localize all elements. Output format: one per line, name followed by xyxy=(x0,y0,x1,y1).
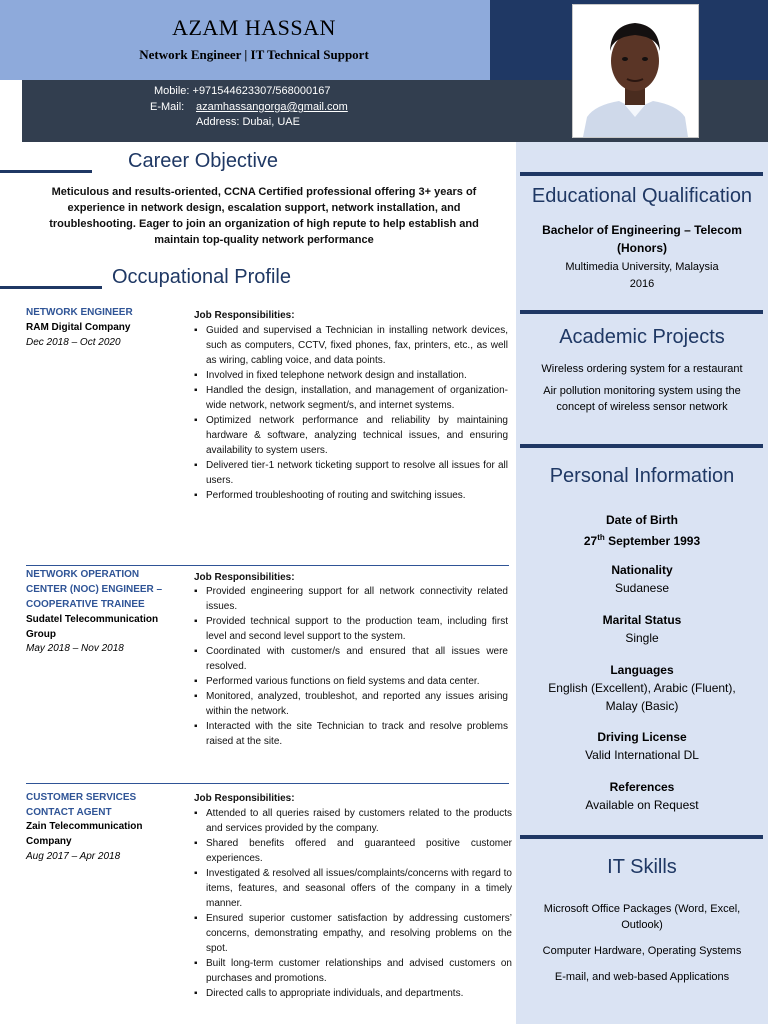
academic-project-item: Air pollution monitoring system using the concept of wireless sensor network xyxy=(543,385,741,413)
sidebar-divider xyxy=(520,444,763,448)
list-item: ▪ Shared benefits offered and guaranteed positive customer experiences. xyxy=(194,836,512,866)
references-label: References xyxy=(609,780,675,794)
list-item: ▪ Performed troubleshooting of routing and switching issues. xyxy=(194,488,508,503)
job-company: Zain Telecommunication Company xyxy=(26,821,143,847)
list-item: ▪ Provided technical support to the production team, including first level and second level support to the system. xyxy=(194,614,508,644)
job-dates: Dec 2018 – Oct 2020 xyxy=(26,337,121,348)
it-skill-item: Microsoft Office Packages (Word, Excel, Outlook) xyxy=(543,903,741,931)
job-title: NETWORK ENGINEER xyxy=(26,307,133,318)
personal-info-heading: Personal Information xyxy=(549,465,735,487)
responsibilities-list xyxy=(194,806,512,1001)
academic-project-item: Wireless ordering system for a restaurant xyxy=(541,363,743,375)
job-dates: May 2018 – Nov 2018 xyxy=(26,643,124,654)
list-item: ▪ Performed various functions on field systems and data center. xyxy=(194,674,508,689)
list-item: ▪ Guided and supervised a Technician in installing network devices, such as computers, CCTV, fixed phones, fax, printers, etc., as well as wiring, cabling voice, and data points. xyxy=(194,323,508,368)
education-year: 2016 xyxy=(629,278,655,290)
job-company: RAM Digital Company xyxy=(26,322,131,333)
education-degree: Bachelor of Engineering – Telecom (Honors) xyxy=(542,223,742,255)
list-item: ▪ Coordinated with customer/s and ensured that all issues were resolved. xyxy=(194,644,508,674)
responsibilities-heading: Job Responsibilities: xyxy=(194,572,295,583)
list-item: ▪ Handled the design, installation, and management of organization-wide network, network segment/s, and internet systems. xyxy=(194,383,508,413)
list-item: ▪ Involved in fixed telephone network design and installation. xyxy=(194,368,508,383)
it-skill-item: Computer Hardware, Operating Systems xyxy=(542,945,742,957)
marital-value: Single xyxy=(625,631,659,645)
education-heading: Educational Qualification xyxy=(531,185,753,207)
job-divider xyxy=(26,565,509,566)
profile-photo xyxy=(572,4,699,138)
contact-email-label: E-Mail: xyxy=(150,101,185,113)
dob-label: Date of Birth xyxy=(606,513,678,527)
list-item: ▪ Provided engineering support for all network connectivity related issues. xyxy=(194,584,508,614)
list-item: ▪ Built long-term customer relationships and advised customers on purchases and promotions. xyxy=(194,956,512,986)
contact-email-link[interactable]: azamhassangorga@gmail.com xyxy=(196,101,348,113)
sidebar-divider xyxy=(520,172,763,176)
job-entry xyxy=(26,567,510,777)
job-title: CUSTOMER SERVICES CONTACT AGENT xyxy=(26,792,137,818)
license-value: Valid International DL xyxy=(585,748,699,762)
profile-photo-drawing xyxy=(573,5,698,137)
list-item: ▪ Attended to all queries raised by customers related to the products and services provided by the company. xyxy=(194,806,512,836)
career-objective-text: Meticulous and results-oriented, CCNA Certified professional offering 3+ years of experience in network design, escalation support, network installation, and troubleshooting. Eager to join an organization of high repute to help establish and maintain top-quality network performance xyxy=(49,186,479,246)
license-label: Driving License xyxy=(597,730,687,744)
occupational-profile-heading: Occupational Profile xyxy=(112,266,291,288)
languages-label: Languages xyxy=(610,663,674,677)
responsibilities-list xyxy=(194,584,508,749)
contact-mobile: Mobile: +971544623307/568000167 xyxy=(154,85,331,97)
career-objective-heading: Career Objective xyxy=(128,150,279,172)
list-item: ▪ Directed calls to appropriate individuals, and departments. xyxy=(194,986,512,1001)
list-item: ▪ Optimized network performance and reliability by maintaining hardware & software, analyzing technical issues, and ensuring availability to system users. xyxy=(194,413,508,458)
it-skill-item: E-mail, and web-based Applications xyxy=(554,971,730,983)
job-dates: Aug 2017 – Apr 2018 xyxy=(26,851,121,862)
section-rule xyxy=(0,286,102,289)
responsibilities-heading: Job Responsibilities: xyxy=(194,310,295,321)
sidebar-divider xyxy=(520,310,763,314)
contact-address: Address: Dubai, UAE xyxy=(196,116,300,128)
candidate-headline: Network Engineer | IT Technical Support xyxy=(139,47,369,62)
list-item: ▪ Investigated & resolved all issues/complaints/concerns with regard to items, features, and seasonal offers of the company in a timely manner. xyxy=(194,866,512,911)
list-item: ▪ Interacted with the site Technician to track and resolve problems raised at the site. xyxy=(194,719,508,749)
references-value: Available on Request xyxy=(585,798,699,812)
job-entry xyxy=(26,305,510,560)
languages-value: English (Excellent), Arabic (Fluent), Malay (Basic) xyxy=(548,681,736,713)
nationality-value: Sudanese xyxy=(614,581,670,595)
list-item: ▪ Monitored, analyzed, troubleshot, and reported any issues arising within the network. xyxy=(194,689,508,719)
candidate-name: AZAM HASSAN xyxy=(172,15,336,40)
list-item: ▪ Ensured superior customer satisfaction by addressing customers’ concerns, demonstrating empathy, and resolving problems on the spot. xyxy=(194,911,512,956)
academic-projects-heading: Academic Projects xyxy=(559,326,725,348)
job-company: Sudatel Telecommunication Group xyxy=(26,614,159,640)
it-skills-heading: IT Skills xyxy=(607,856,677,878)
list-item: ▪ Delivered tier-1 network ticketing support to resolve all issues for all users. xyxy=(194,458,508,488)
responsibilities-list xyxy=(194,323,508,503)
education-university: Multimedia University, Malaysia xyxy=(565,261,719,273)
responsibilities-heading: Job Responsibilities: xyxy=(194,793,295,804)
marital-label: Marital Status xyxy=(602,613,682,627)
job-entry xyxy=(26,790,510,1005)
job-divider xyxy=(26,783,509,784)
nationality-label: Nationality xyxy=(611,563,673,577)
sidebar-divider xyxy=(520,835,763,839)
dob-value: 27th September 1993 xyxy=(583,533,701,548)
section-rule xyxy=(0,170,92,173)
job-title: NETWORK OPERATION CENTER (NOC) ENGINEER – COOPERATIVE TRAINEE xyxy=(26,569,163,610)
